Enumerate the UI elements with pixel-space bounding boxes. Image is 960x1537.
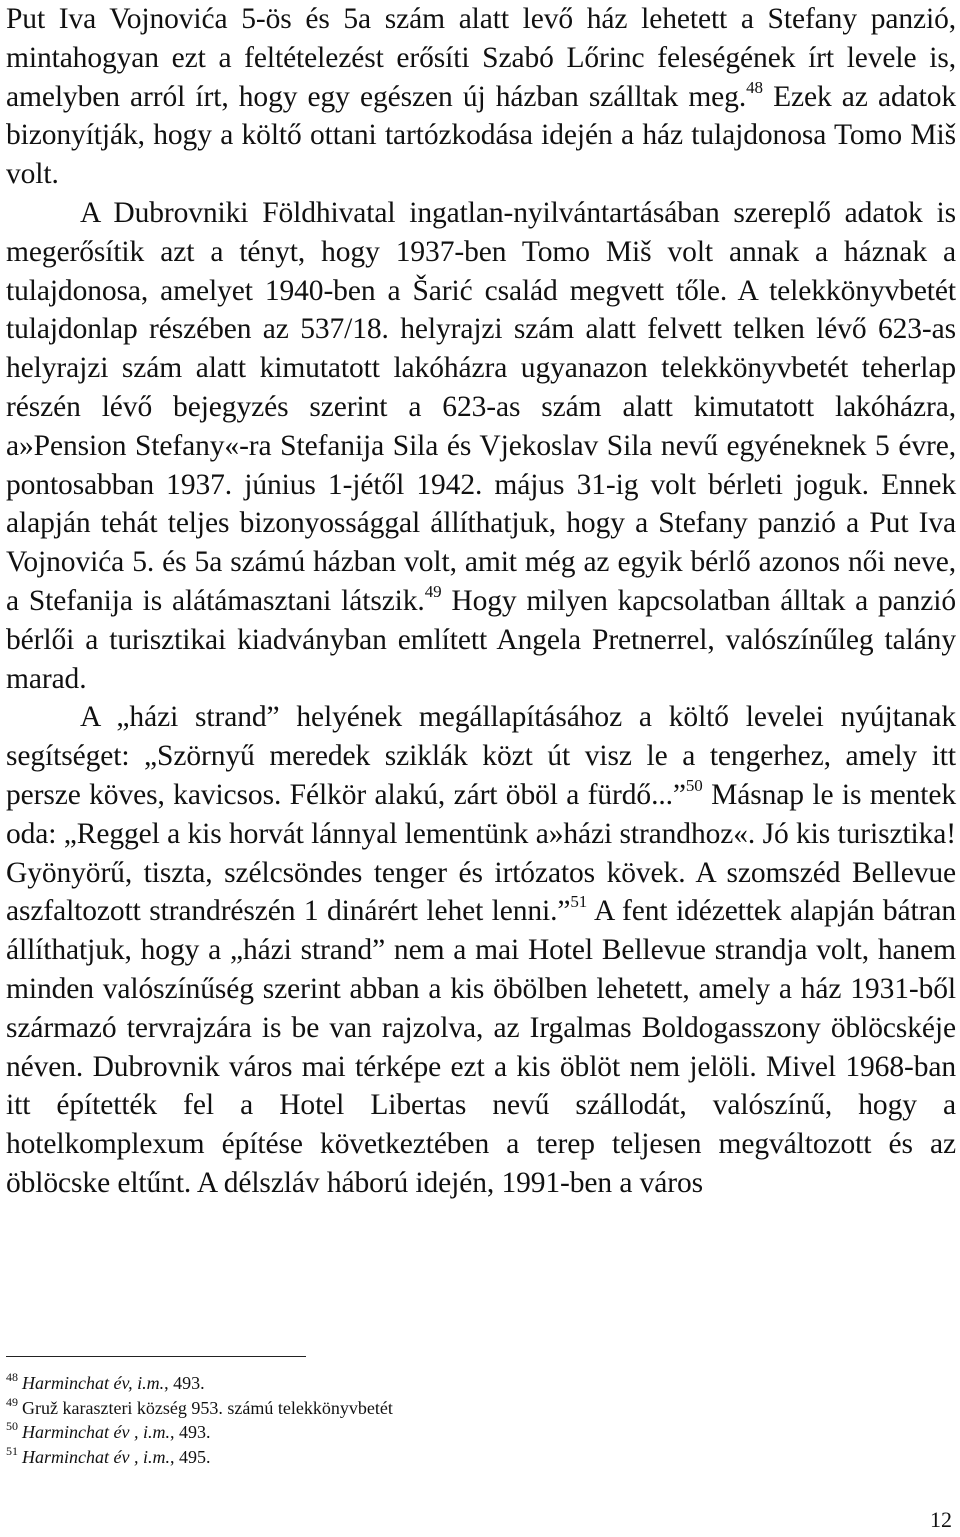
footnote-50: [6, 1420, 906, 1445]
paragraph-2-text-a: A Dubrovniki Földhivatal ingatlan-nyilvántartásában szereplő adatok is megerősítik azt a tényt, hogy 1937-ben Tomo Miš volt annak a háznak a tulajdonosa, amelyet 1940-ben a Šarić család megvett tőle. A telekkönyvbetét tulajdonlap részében az 537/18. helyrajzi szám alatt felvett telken lévő 623-as helyrajzi szám alatt kimutatott lakóházra ugyanazon telekkönyvbetét teherlap részén lévő bejegyzés szerint a 623-as szám alatt kimutatott lakóházra, a»Pension Stefany«-ra Stefanija Sila és Vjekoslav Sila nevű egyéneknek 5 évre, pontosabban 1937. június 1-jétől 1942. május 31-ig volt bérleti joguk. Ennek alapján tehát teljes bizonyossággal állíthatjuk, hogy a Stefany panzió a Put Iva Vojnovića 5. és 5a számú házban volt, amit még az egyik bérlő azonos női neve, a Stefanija is alátámasztani látszik.: [6, 196, 956, 617]
paragraph-1: [6, 0, 956, 194]
footnote-ref-48[interactable]: 48: [746, 77, 763, 97]
footnote-number: 49: [6, 1394, 18, 1409]
footnote-number: 50: [6, 1419, 18, 1433]
footnote-text: , 493.: [169, 1422, 211, 1442]
footnote-text: , 495.: [169, 1446, 211, 1467]
footnote-ref-49[interactable]: 49: [424, 581, 442, 601]
paragraph-2: [6, 194, 956, 698]
footnote-number: 48: [6, 1370, 18, 1384]
footnote-48: [6, 1371, 906, 1396]
footnote-51: [6, 1445, 906, 1470]
page-body: [6, 0, 956, 1203]
footnote-separator: [6, 1356, 306, 1357]
footnote-title: Harminchat év , i.m.: [22, 1446, 170, 1467]
footnotes: [6, 1371, 906, 1469]
footnote-number: 51: [6, 1443, 18, 1458]
footnote-text: Gruž karaszteri község 953. számú telekkönyvbetét: [22, 1397, 393, 1418]
footnote-text: , 493.: [164, 1373, 205, 1393]
footnote-49: [6, 1396, 906, 1421]
footnote-ref-51[interactable]: 51: [570, 892, 588, 912]
paragraph-3-text-c: A fent idézettek alapján bátran állíthatjuk, hogy a „házi strand” nem a mai Hotel Bellevue strandja volt, hanem minden valószínűség szerint abban a kis öbölben lehetett, amely a ház 1931-ből származó tervrajzára is be van rajzolva, az Irgalmas Boldogasszony öblöcskéje néven. Dubrovnik város mai térképe ezt a kis öblöt nem jelöli. Mivel 1968-ban itt építették fel a Hotel Libertas nevű szállodát, valószínű, hogy a hotelkomplexum építése következtében a terep teljesen megváltozott és az öblöcske eltűnt. A délszláv háború idején, 1991-ben a város: [6, 895, 956, 1199]
paragraph-1-text-a: Put Iva Vojnovića 5-ös és 5a szám alatt levő ház lehetett a Stefany panzió, mintahogyan ezt a feltételezést erősíti Szabó Lőrinc feleségének írt levele is, amelyben arról írt, hogy egy egészen új házban szálltak meg.: [6, 3, 956, 113]
footnote-title: Harminchat év , i.m.: [22, 1422, 170, 1442]
paragraph-2-text-b: Hogy milyen kapcsolatban álltak a panzió bérlői a turisztikai kiadványban említett Angela Pretnerrel, valószínűleg talány marad.: [6, 584, 956, 695]
paragraph-3-text-a: A „házi strand” helyének megállapításához a költő levelei nyújtanak segítséget: „Szörnyű meredek sziklák közt út visz le a tengerhez, amely itt persze köves, kavicsos. Félkör alakú, zárt öböl a fürdő...”: [6, 701, 956, 811]
paragraph-1-text-b: Ezek az adatok bizonyítják, hogy a költő ottani tartózkodása idején a ház tulajdonosa Tomo Miš volt.: [6, 80, 956, 191]
footnote-title: Harminchat év, i.m.: [22, 1373, 165, 1393]
paragraph-3-text-b: Másnap le is mentek oda: „Reggel a kis horvát lánnyal lementünk a»házi strandhoz«. Jó kis turisztika! Gyönyörű, tiszta, szélcsöndes tenger és irtózatos kövek. A szomszéd Bellevue aszfaltozott strandrészén 1 dinárért lehet lenni.”: [6, 778, 956, 928]
paragraph-3: [6, 698, 956, 1202]
page-number: 12: [930, 1507, 952, 1532]
footnote-ref-50[interactable]: 50: [685, 775, 703, 795]
